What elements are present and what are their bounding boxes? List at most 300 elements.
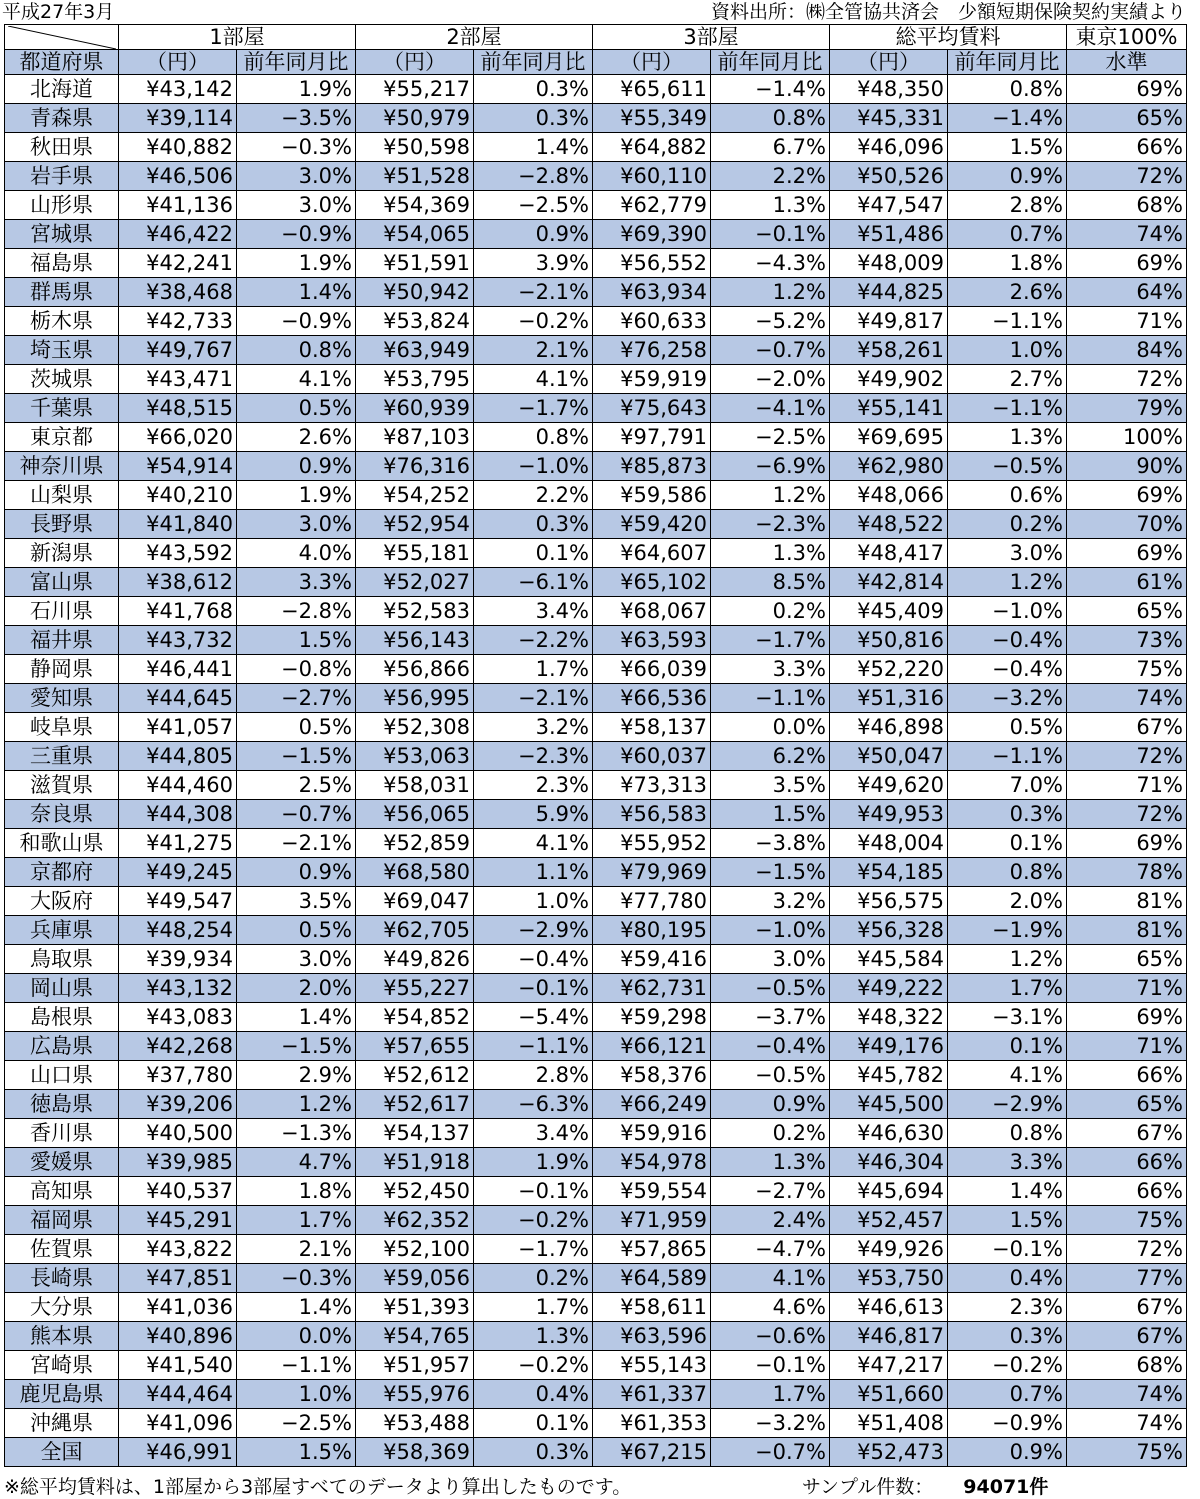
value-cell: ¥48,254 bbox=[119, 916, 237, 945]
value-cell: ¥54,369 bbox=[356, 191, 474, 220]
prefecture-cell: 長崎県 bbox=[5, 1264, 119, 1293]
value-cell: ¥44,645 bbox=[119, 684, 237, 713]
value-cell: ¥56,552 bbox=[593, 249, 711, 278]
value-cell: ¥52,220 bbox=[830, 655, 948, 684]
value-cell: −2.0% bbox=[711, 365, 830, 394]
value-cell: 3.2% bbox=[711, 887, 830, 916]
value-cell: 74% bbox=[1067, 1380, 1187, 1409]
prefecture-cell: 群馬県 bbox=[5, 278, 119, 307]
value-cell: −2.9% bbox=[474, 916, 593, 945]
header-row-units bbox=[5, 50, 1187, 75]
value-cell: ¥44,308 bbox=[119, 800, 237, 829]
value-cell: ¥55,976 bbox=[356, 1380, 474, 1409]
sample-size bbox=[802, 1475, 1048, 1499]
prefecture-cell: 宮城県 bbox=[5, 220, 119, 249]
value-cell: −1.7% bbox=[711, 626, 830, 655]
value-cell: 0.9% bbox=[711, 1090, 830, 1119]
value-cell: ¥55,143 bbox=[593, 1351, 711, 1380]
value-cell: −2.7% bbox=[237, 684, 356, 713]
value-cell: ¥48,004 bbox=[830, 829, 948, 858]
value-cell: ¥75,643 bbox=[593, 394, 711, 423]
value-cell: −0.1% bbox=[474, 1177, 593, 1206]
value-cell: ¥54,765 bbox=[356, 1322, 474, 1351]
table-row bbox=[5, 75, 1187, 104]
table-row bbox=[5, 104, 1187, 133]
value-cell: ¥52,027 bbox=[356, 568, 474, 597]
value-cell: ¥45,782 bbox=[830, 1061, 948, 1090]
value-cell: ¥41,036 bbox=[119, 1293, 237, 1322]
value-cell: 1.5% bbox=[711, 800, 830, 829]
prefecture-cell: 鳥取県 bbox=[5, 945, 119, 974]
value-cell: 74% bbox=[1067, 684, 1187, 713]
value-cell: ¥63,934 bbox=[593, 278, 711, 307]
value-cell: −1.1% bbox=[948, 394, 1067, 423]
value-cell: ¥57,865 bbox=[593, 1235, 711, 1264]
value-cell: ¥76,258 bbox=[593, 336, 711, 365]
value-cell: ¥54,185 bbox=[830, 858, 948, 887]
value-cell: 0.0% bbox=[237, 1322, 356, 1351]
prefecture-cell: 沖縄県 bbox=[5, 1409, 119, 1438]
prefecture-cell: 熊本県 bbox=[5, 1322, 119, 1351]
value-cell: −0.6% bbox=[711, 1322, 830, 1351]
value-cell: ¥58,031 bbox=[356, 771, 474, 800]
value-cell: 1.1% bbox=[474, 858, 593, 887]
value-cell: 0.8% bbox=[948, 858, 1067, 887]
table-row bbox=[5, 307, 1187, 336]
prefecture-cell: 香川県 bbox=[5, 1119, 119, 1148]
table-row bbox=[5, 133, 1187, 162]
value-cell: 0.8% bbox=[948, 1119, 1067, 1148]
value-cell: ¥46,096 bbox=[830, 133, 948, 162]
value-cell: ¥41,540 bbox=[119, 1351, 237, 1380]
group-tokyo-100: 東京100% bbox=[1067, 25, 1187, 50]
value-cell: ¥79,969 bbox=[593, 858, 711, 887]
value-cell: ¥52,954 bbox=[356, 510, 474, 539]
col-prefecture: 都道府県 bbox=[5, 50, 119, 75]
value-cell: ¥54,137 bbox=[356, 1119, 474, 1148]
value-cell: ¥40,500 bbox=[119, 1119, 237, 1148]
value-cell: 1.4% bbox=[474, 133, 593, 162]
table-row bbox=[5, 568, 1187, 597]
group-1-room: 1部屋 bbox=[119, 25, 356, 50]
prefecture-cell: 大阪府 bbox=[5, 887, 119, 916]
value-cell: 3.0% bbox=[237, 191, 356, 220]
value-cell: −2.2% bbox=[474, 626, 593, 655]
value-cell: 0.2% bbox=[474, 1264, 593, 1293]
value-cell: ¥62,705 bbox=[356, 916, 474, 945]
value-cell: 68% bbox=[1067, 1351, 1187, 1380]
table-row bbox=[5, 858, 1187, 887]
value-cell: 3.5% bbox=[237, 887, 356, 916]
value-cell: ¥68,580 bbox=[356, 858, 474, 887]
value-cell: ¥65,102 bbox=[593, 568, 711, 597]
table-row bbox=[5, 423, 1187, 452]
table-row bbox=[5, 742, 1187, 771]
prefecture-cell: 福島県 bbox=[5, 249, 119, 278]
value-cell: 1.9% bbox=[237, 249, 356, 278]
value-cell: ¥54,914 bbox=[119, 452, 237, 481]
value-cell: 73% bbox=[1067, 626, 1187, 655]
value-cell: 1.0% bbox=[474, 887, 593, 916]
value-cell: ¥41,057 bbox=[119, 713, 237, 742]
value-cell: ¥45,500 bbox=[830, 1090, 948, 1119]
period-label: 平成27年3月 bbox=[2, 1, 115, 23]
prefecture-cell: 東京都 bbox=[5, 423, 119, 452]
value-cell: −5.2% bbox=[711, 307, 830, 336]
value-cell: ¥56,143 bbox=[356, 626, 474, 655]
value-cell: ¥58,611 bbox=[593, 1293, 711, 1322]
group-2-room: 2部屋 bbox=[356, 25, 593, 50]
value-cell: 72% bbox=[1067, 800, 1187, 829]
col-3room-yoy: 前年同月比 bbox=[711, 50, 830, 75]
value-cell: ¥58,261 bbox=[830, 336, 948, 365]
value-cell: ¥63,596 bbox=[593, 1322, 711, 1351]
value-cell: 64% bbox=[1067, 278, 1187, 307]
value-cell: −2.8% bbox=[237, 597, 356, 626]
value-cell: ¥50,526 bbox=[830, 162, 948, 191]
value-cell: 74% bbox=[1067, 1409, 1187, 1438]
value-cell: 2.6% bbox=[237, 423, 356, 452]
value-cell: ¥52,308 bbox=[356, 713, 474, 742]
value-cell: ¥55,141 bbox=[830, 394, 948, 423]
prefecture-cell: 島根県 bbox=[5, 1003, 119, 1032]
table-body bbox=[5, 75, 1187, 1467]
value-cell: 77% bbox=[1067, 1264, 1187, 1293]
value-cell: −0.7% bbox=[711, 1438, 830, 1467]
value-cell: ¥50,942 bbox=[356, 278, 474, 307]
value-cell: ¥52,617 bbox=[356, 1090, 474, 1119]
value-cell: 0.2% bbox=[711, 1119, 830, 1148]
value-cell: 0.9% bbox=[948, 162, 1067, 191]
value-cell: ¥68,067 bbox=[593, 597, 711, 626]
value-cell: 1.5% bbox=[237, 626, 356, 655]
value-cell: −0.1% bbox=[711, 220, 830, 249]
value-cell: ¥69,695 bbox=[830, 423, 948, 452]
prefecture-cell: 大分県 bbox=[5, 1293, 119, 1322]
prefecture-cell: 全国 bbox=[5, 1438, 119, 1467]
value-cell: 2.3% bbox=[474, 771, 593, 800]
value-cell: −0.3% bbox=[237, 133, 356, 162]
value-cell: 66% bbox=[1067, 1177, 1187, 1206]
value-cell: 71% bbox=[1067, 307, 1187, 336]
value-cell: −0.7% bbox=[711, 336, 830, 365]
value-cell: ¥43,083 bbox=[119, 1003, 237, 1032]
value-cell: 0.1% bbox=[474, 539, 593, 568]
value-cell: 4.1% bbox=[474, 365, 593, 394]
value-cell: ¥51,918 bbox=[356, 1148, 474, 1177]
table-row bbox=[5, 829, 1187, 858]
value-cell: 75% bbox=[1067, 1206, 1187, 1235]
value-cell: ¥49,926 bbox=[830, 1235, 948, 1264]
table-row bbox=[5, 1206, 1187, 1235]
value-cell: ¥41,096 bbox=[119, 1409, 237, 1438]
value-cell: 79% bbox=[1067, 394, 1187, 423]
prefecture-cell: 岡山県 bbox=[5, 974, 119, 1003]
table-row bbox=[5, 945, 1187, 974]
value-cell: ¥44,464 bbox=[119, 1380, 237, 1409]
value-cell: ¥52,450 bbox=[356, 1177, 474, 1206]
value-cell: −0.9% bbox=[237, 220, 356, 249]
value-cell: 1.0% bbox=[948, 336, 1067, 365]
value-cell: 1.3% bbox=[948, 423, 1067, 452]
table-row bbox=[5, 394, 1187, 423]
value-cell: ¥49,902 bbox=[830, 365, 948, 394]
value-cell: −2.7% bbox=[711, 1177, 830, 1206]
value-cell: 0.8% bbox=[948, 75, 1067, 104]
prefecture-cell: 福岡県 bbox=[5, 1206, 119, 1235]
value-cell: ¥46,991 bbox=[119, 1438, 237, 1467]
prefecture-cell: 佐賀県 bbox=[5, 1235, 119, 1264]
value-cell: ¥64,882 bbox=[593, 133, 711, 162]
table-row bbox=[5, 365, 1187, 394]
value-cell: ¥59,298 bbox=[593, 1003, 711, 1032]
value-cell: −2.9% bbox=[948, 1090, 1067, 1119]
value-cell: 0.5% bbox=[237, 713, 356, 742]
value-cell: −0.8% bbox=[237, 655, 356, 684]
value-cell: 66% bbox=[1067, 1148, 1187, 1177]
table-row bbox=[5, 1409, 1187, 1438]
value-cell: ¥61,337 bbox=[593, 1380, 711, 1409]
value-cell: ¥49,222 bbox=[830, 974, 948, 1003]
value-cell: 1.8% bbox=[948, 249, 1067, 278]
value-cell: 1.3% bbox=[474, 1322, 593, 1351]
value-cell: ¥60,633 bbox=[593, 307, 711, 336]
value-cell: ¥49,620 bbox=[830, 771, 948, 800]
value-cell: 1.9% bbox=[237, 481, 356, 510]
value-cell: 0.9% bbox=[474, 220, 593, 249]
value-cell: 1.8% bbox=[237, 1177, 356, 1206]
value-cell: 1.5% bbox=[948, 133, 1067, 162]
value-cell: 3.0% bbox=[237, 162, 356, 191]
prefecture-cell: 岐阜県 bbox=[5, 713, 119, 742]
value-cell: 75% bbox=[1067, 1438, 1187, 1467]
value-cell: −1.1% bbox=[711, 684, 830, 713]
value-cell: 69% bbox=[1067, 75, 1187, 104]
value-cell: 72% bbox=[1067, 365, 1187, 394]
value-cell: 68% bbox=[1067, 191, 1187, 220]
value-cell: 1.5% bbox=[237, 1438, 356, 1467]
table-row bbox=[5, 1438, 1187, 1467]
value-cell: 78% bbox=[1067, 858, 1187, 887]
value-cell: 3.3% bbox=[711, 655, 830, 684]
value-cell: 3.9% bbox=[474, 249, 593, 278]
value-cell: −5.4% bbox=[474, 1003, 593, 1032]
col-avg-yoy: 前年同月比 bbox=[948, 50, 1067, 75]
prefecture-cell: 兵庫県 bbox=[5, 916, 119, 945]
value-cell: ¥49,547 bbox=[119, 887, 237, 916]
value-cell: ¥51,408 bbox=[830, 1409, 948, 1438]
value-cell: 0.2% bbox=[711, 597, 830, 626]
value-cell: −1.4% bbox=[711, 75, 830, 104]
value-cell: −2.5% bbox=[474, 191, 593, 220]
value-cell: −4.1% bbox=[711, 394, 830, 423]
value-cell: ¥43,142 bbox=[119, 75, 237, 104]
value-cell: 81% bbox=[1067, 887, 1187, 916]
value-cell: 1.7% bbox=[237, 1206, 356, 1235]
value-cell: 0.3% bbox=[474, 104, 593, 133]
value-cell: ¥43,592 bbox=[119, 539, 237, 568]
value-cell: −0.1% bbox=[474, 974, 593, 1003]
prefecture-cell: 静岡県 bbox=[5, 655, 119, 684]
value-cell: 1.7% bbox=[711, 1380, 830, 1409]
value-cell: 2.0% bbox=[237, 974, 356, 1003]
value-cell: ¥58,376 bbox=[593, 1061, 711, 1090]
value-cell: ¥51,528 bbox=[356, 162, 474, 191]
value-cell: ¥67,215 bbox=[593, 1438, 711, 1467]
value-cell: 5.9% bbox=[474, 800, 593, 829]
value-cell: 1.7% bbox=[948, 974, 1067, 1003]
corner-diagonal bbox=[8, 26, 116, 49]
value-cell: 69% bbox=[1067, 249, 1187, 278]
value-cell: ¥59,554 bbox=[593, 1177, 711, 1206]
value-cell: ¥38,468 bbox=[119, 278, 237, 307]
prefecture-cell: 北海道 bbox=[5, 75, 119, 104]
value-cell: ¥55,181 bbox=[356, 539, 474, 568]
value-cell: ¥47,851 bbox=[119, 1264, 237, 1293]
value-cell: ¥48,522 bbox=[830, 510, 948, 539]
value-cell: ¥49,245 bbox=[119, 858, 237, 887]
value-cell: ¥41,136 bbox=[119, 191, 237, 220]
value-cell: ¥56,866 bbox=[356, 655, 474, 684]
value-cell: 1.9% bbox=[474, 1148, 593, 1177]
value-cell: −6.9% bbox=[711, 452, 830, 481]
value-cell: 1.2% bbox=[711, 481, 830, 510]
value-cell: ¥64,607 bbox=[593, 539, 711, 568]
value-cell: ¥57,655 bbox=[356, 1032, 474, 1061]
value-cell: ¥40,896 bbox=[119, 1322, 237, 1351]
value-cell: ¥39,934 bbox=[119, 945, 237, 974]
value-cell: ¥55,227 bbox=[356, 974, 474, 1003]
table-row bbox=[5, 597, 1187, 626]
value-cell: −2.1% bbox=[474, 684, 593, 713]
value-cell: ¥52,612 bbox=[356, 1061, 474, 1090]
table-row bbox=[5, 481, 1187, 510]
value-cell: ¥56,328 bbox=[830, 916, 948, 945]
value-cell: −2.1% bbox=[474, 278, 593, 307]
value-cell: 65% bbox=[1067, 1090, 1187, 1119]
value-cell: ¥45,409 bbox=[830, 597, 948, 626]
value-cell: 0.3% bbox=[948, 1322, 1067, 1351]
col-level: 水準 bbox=[1067, 50, 1187, 75]
value-cell: −3.1% bbox=[948, 1003, 1067, 1032]
value-cell: ¥66,121 bbox=[593, 1032, 711, 1061]
value-cell: 69% bbox=[1067, 1003, 1187, 1032]
col-1room-yen: （円） bbox=[119, 50, 237, 75]
value-cell: ¥69,390 bbox=[593, 220, 711, 249]
value-cell: ¥46,506 bbox=[119, 162, 237, 191]
value-cell: ¥50,598 bbox=[356, 133, 474, 162]
value-cell: ¥40,210 bbox=[119, 481, 237, 510]
prefecture-cell: 徳島県 bbox=[5, 1090, 119, 1119]
value-cell: 71% bbox=[1067, 974, 1187, 1003]
value-cell: 67% bbox=[1067, 713, 1187, 742]
value-cell: ¥73,313 bbox=[593, 771, 711, 800]
prefecture-cell: 奈良県 bbox=[5, 800, 119, 829]
value-cell: ¥51,957 bbox=[356, 1351, 474, 1380]
value-cell: ¥62,352 bbox=[356, 1206, 474, 1235]
value-cell: 0.9% bbox=[237, 858, 356, 887]
value-cell: −0.4% bbox=[711, 1032, 830, 1061]
value-cell: ¥42,814 bbox=[830, 568, 948, 597]
value-cell: ¥47,547 bbox=[830, 191, 948, 220]
value-cell: ¥66,536 bbox=[593, 684, 711, 713]
value-cell: 0.1% bbox=[948, 1032, 1067, 1061]
value-cell: 1.4% bbox=[237, 1003, 356, 1032]
value-cell: ¥80,195 bbox=[593, 916, 711, 945]
value-cell: ¥51,591 bbox=[356, 249, 474, 278]
value-cell: ¥42,241 bbox=[119, 249, 237, 278]
value-cell: 0.1% bbox=[474, 1409, 593, 1438]
value-cell: ¥69,047 bbox=[356, 887, 474, 916]
value-cell: ¥49,817 bbox=[830, 307, 948, 336]
value-cell: −1.3% bbox=[237, 1119, 356, 1148]
value-cell: −2.8% bbox=[474, 162, 593, 191]
prefecture-cell: 京都府 bbox=[5, 858, 119, 887]
value-cell: −1.7% bbox=[474, 1235, 593, 1264]
value-cell: ¥43,471 bbox=[119, 365, 237, 394]
prefecture-cell: 山梨県 bbox=[5, 481, 119, 510]
value-cell: −4.7% bbox=[711, 1235, 830, 1264]
value-cell: 1.9% bbox=[237, 75, 356, 104]
prefecture-cell: 滋賀県 bbox=[5, 771, 119, 800]
value-cell: ¥76,316 bbox=[356, 452, 474, 481]
table-row bbox=[5, 1148, 1187, 1177]
value-cell: 0.5% bbox=[237, 394, 356, 423]
value-cell: ¥48,417 bbox=[830, 539, 948, 568]
value-cell: ¥62,980 bbox=[830, 452, 948, 481]
prefecture-cell: 茨城県 bbox=[5, 365, 119, 394]
value-cell: ¥50,979 bbox=[356, 104, 474, 133]
value-cell: −1.1% bbox=[948, 307, 1067, 336]
value-cell: 2.6% bbox=[948, 278, 1067, 307]
table-row bbox=[5, 1322, 1187, 1351]
prefecture-cell: 山形県 bbox=[5, 191, 119, 220]
value-cell: ¥39,114 bbox=[119, 104, 237, 133]
value-cell: ¥53,750 bbox=[830, 1264, 948, 1293]
value-cell: ¥87,103 bbox=[356, 423, 474, 452]
value-cell: ¥45,694 bbox=[830, 1177, 948, 1206]
value-cell: 66% bbox=[1067, 133, 1187, 162]
value-cell: ¥58,369 bbox=[356, 1438, 474, 1467]
source-label: 資料出所：㈱全管協共済会 少額短期保険契約実績より bbox=[710, 1, 1186, 23]
value-cell: 4.1% bbox=[711, 1264, 830, 1293]
value-cell: ¥53,488 bbox=[356, 1409, 474, 1438]
value-cell: ¥55,952 bbox=[593, 829, 711, 858]
value-cell: 1.2% bbox=[948, 568, 1067, 597]
value-cell: 4.7% bbox=[237, 1148, 356, 1177]
value-cell: −6.3% bbox=[474, 1090, 593, 1119]
value-cell: ¥60,037 bbox=[593, 742, 711, 771]
value-cell: −1.5% bbox=[237, 742, 356, 771]
prefecture-cell: 愛知県 bbox=[5, 684, 119, 713]
value-cell: ¥58,137 bbox=[593, 713, 711, 742]
value-cell: 61% bbox=[1067, 568, 1187, 597]
value-cell: 0.9% bbox=[948, 1438, 1067, 1467]
value-cell: ¥52,583 bbox=[356, 597, 474, 626]
value-cell: 81% bbox=[1067, 916, 1187, 945]
value-cell: ¥63,593 bbox=[593, 626, 711, 655]
value-cell: ¥54,978 bbox=[593, 1148, 711, 1177]
value-cell: ¥53,063 bbox=[356, 742, 474, 771]
value-cell: 2.4% bbox=[711, 1206, 830, 1235]
value-cell: ¥59,916 bbox=[593, 1119, 711, 1148]
prefecture-cell: 富山県 bbox=[5, 568, 119, 597]
value-cell: 2.1% bbox=[237, 1235, 356, 1264]
value-cell: ¥51,393 bbox=[356, 1293, 474, 1322]
prefecture-cell: 青森県 bbox=[5, 104, 119, 133]
prefecture-cell: 千葉県 bbox=[5, 394, 119, 423]
table-row bbox=[5, 1090, 1187, 1119]
